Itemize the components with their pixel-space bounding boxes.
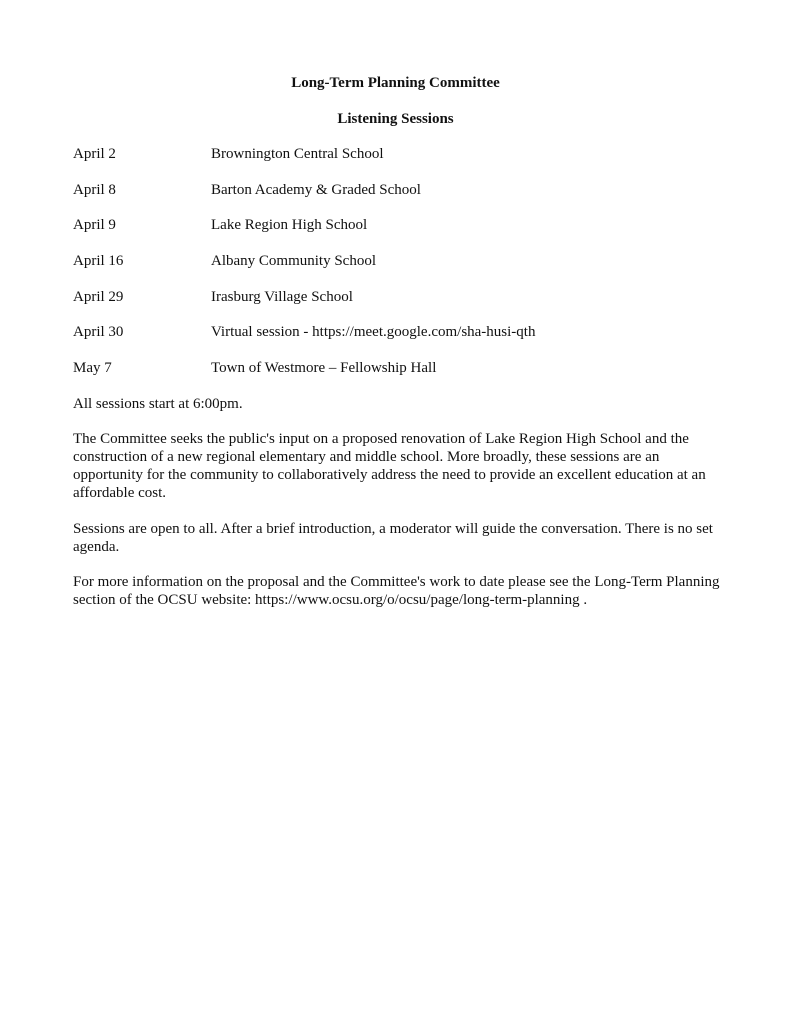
session-location: Brownington Central School (211, 146, 384, 162)
session-location-virtual: Virtual session - https://meet.google.com/sha-husi-qth (211, 324, 536, 341)
session-location: Town of Westmore – Fellowship Hall (211, 360, 437, 377)
session-date: April 29 (73, 288, 124, 305)
session-row (73, 252, 733, 288)
session-row (73, 359, 733, 395)
session-date: April 2 (73, 146, 116, 162)
more-info-paragraph: For more information on the proposal and the Committee's work to date please see the Long-Term Planning section of the OCSU website: https://www.ocsu.org/o/ocsu/page/long-term-planning . (73, 574, 720, 608)
session-row (73, 288, 733, 324)
session-row (73, 145, 733, 181)
sessions-list (73, 145, 733, 395)
session-date: April 30 (73, 324, 124, 341)
open-paragraph: Sessions are open to all. After a brief introduction, a moderator will guide the conversation. There is no set agenda. (73, 521, 713, 555)
session-location: Albany Community School (211, 253, 376, 270)
session-location: Irasburg Village School (211, 288, 353, 305)
session-location: Lake Region High School (211, 217, 368, 234)
session-row (73, 181, 733, 217)
document-title: Long-Term Planning Committee (291, 75, 500, 91)
session-date: April 8 (73, 181, 116, 198)
session-date: April 9 (73, 217, 116, 234)
document-subtitle: Listening Sessions (337, 111, 454, 127)
session-date: May 7 (73, 360, 112, 377)
intro-paragraph: The Committee seeks the public's input on a proposed renovation of Lake Region High School and the construction of a new regional elementary and middle school. More broadly, these sessions are an opportunity for the community to collaboratively address the need to provide an excellent education at an affordable cost. (73, 431, 706, 501)
session-row (73, 323, 733, 359)
start-time-note: All sessions start at 6:00pm. (73, 396, 243, 412)
session-location: Barton Academy & Graded School (211, 181, 421, 198)
session-row (73, 216, 733, 252)
session-date: April 16 (73, 253, 124, 270)
